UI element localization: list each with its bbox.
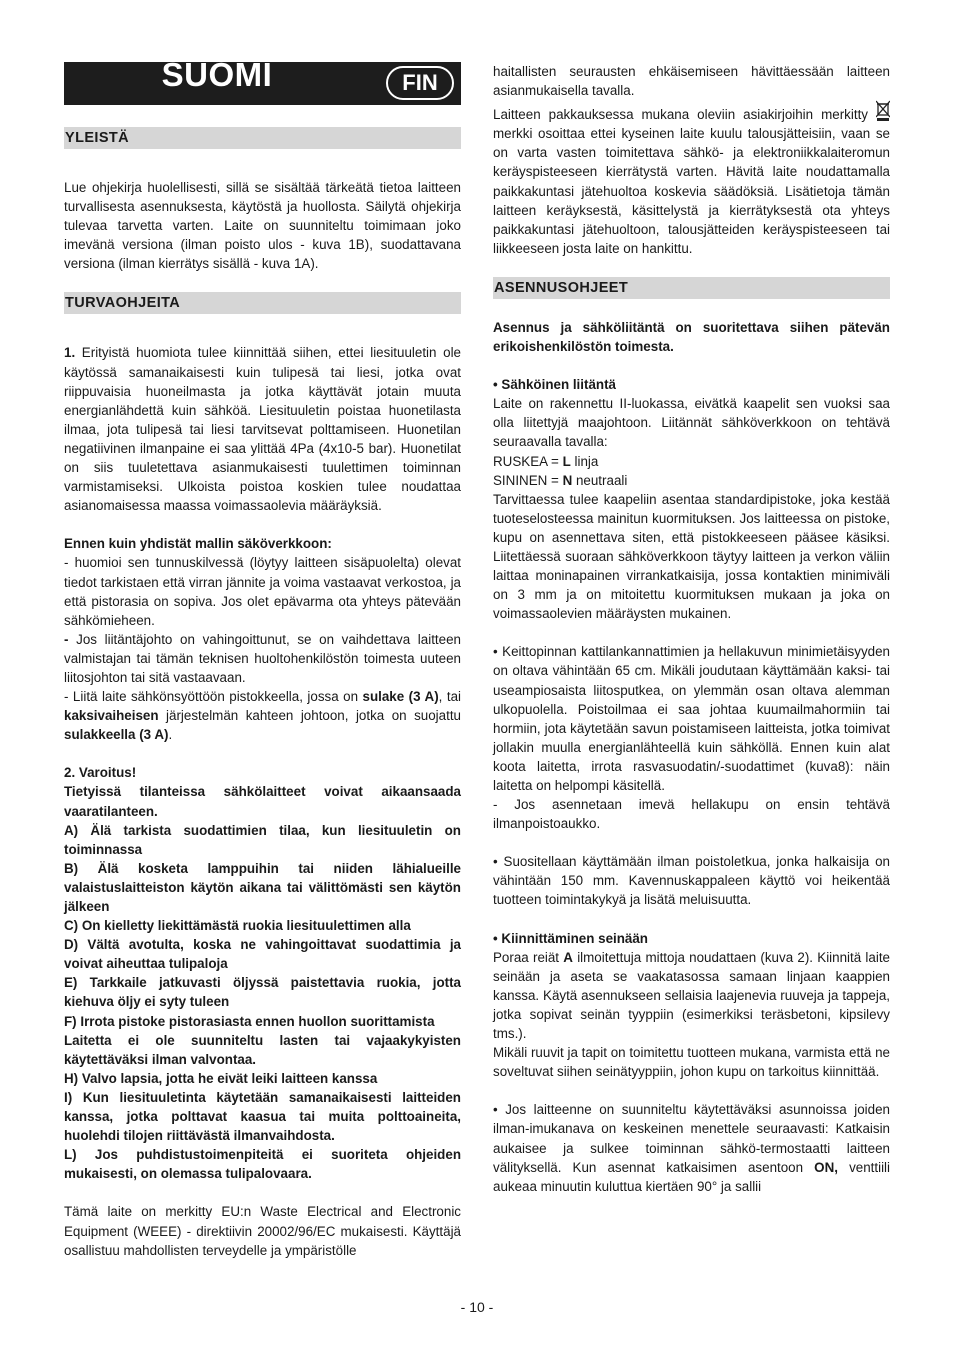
- weee-continued: haitallisten seurausten ehkäisemiseen hävittäessään laitteen asianmukaisella tavalla.: [493, 64, 890, 99]
- warning-line: F) Irrota pistoke pistorasiasta ennen huollon suorittamista: [64, 1013, 435, 1029]
- section-heading-general: YLEISTÄ: [64, 127, 461, 149]
- right-column: [493, 62, 890, 1196]
- left-column: [64, 56, 462, 1260]
- safety-text-1: Erityistä huomiota tulee kiinnittää siihen, ettei liesituuletin ole käytössä samanaikaisesti kuin tulipesä tai liesi, jotka ovat riippuvaisia huoneilmasta ja jotka käyttävät jotain muuta energianlähdettä kuin sähköä. Liesituuletin poistaa huonetilasta ilmaa, jota tulipesä tai liesi tarvitsevat polttamiseen. Huonetilan negatiivinen ilmanpaine ei saa ylittää 4Pa (4x10-5 bar). Huonetilat on siis tuuletettava asianmukaisesti tuulettimen toiminnan varmistamiseksi. Ulkoista poistoa koskien tulee noudattaa asianomaisessa maassa voimassaolevia määräyksiä.: [64, 345, 461, 514]
- warning-line: L) Jos puhdistustoimenpiteitä ei suoriteta ohjeiden mukaisesti, on olemassa tulipalovaara.: [64, 1147, 461, 1182]
- warning-line: I) Kun liesituuletinta käytetään samanaikaisesti laitteiden kanssa, jotka polttavat kaasua tai muita polttoaineita, huolehdi tilojen riittävästä ilmanvaihdosta.: [64, 1089, 461, 1144]
- warning-line: H) Valvo lapsia, jotta he eivät leiki laitteen kanssa: [64, 1070, 378, 1086]
- warning-line: D) Vältä avotulta, koska ne vahingoittavat suodattimia ja voivat aiheuttaa tulipaloja: [64, 937, 461, 972]
- section-heading-installation: ASENNUSOHJEET: [493, 277, 890, 299]
- before-connect-1: - huomioi sen tunnuskilvessä (löytyy laitteen sisäpuolelta) olevat tiedot tarkistaen että virran jännite ja voima vastaavat verkostoa, ja että pistorasia on sopiva. Jos olet epävarma ota yhteys pätevään sähkömieheen.: [64, 555, 461, 628]
- warning-line: Laitetta ei ole suunniteltu lasten tai vajaakykyisten käytettäväksi ilman valvontaa.: [64, 1032, 461, 1067]
- before-connect-heading: Ennen kuin yhdistät mallin säköverkkoon:: [64, 536, 332, 552]
- warning-line: E) Tarkkaile jatkuvasti öljyssä paistettavia ruokia, jotta kiehuva öljy ei syty tuleen: [64, 975, 461, 1010]
- wire-blue: SININEN = N neutraali: [493, 472, 628, 488]
- warning-line: Tietyissä tilanteissa sähkölaitteet voivat aikaansaada vaaratilanteen.: [64, 784, 461, 819]
- electrical-heading: • Sähköinen liitäntä: [493, 377, 616, 393]
- before-connect-3: - Liitä laite sähkönsyöttöön pistokkeella, jossa on sulake (3 A), tai kaksivaiheisen järjestelmän kahteen johtoon, jotka on suojattu sulakkeella (3 A).: [64, 689, 462, 743]
- electrical-text-1: Laite on rakennettu II-luokassa, eivätkä kaapelit sen vuoksi saa olla liitettyjä maajohtoon. Liitännät sähköverkkoon on tehtävä seuraavalla tavalla:: [493, 396, 890, 450]
- duct-text: • Suositellaan käyttämään ilman poistoletkua, jonka halkaisija on vähintään 150 mm. Kavennuskappaleen käyttö voi heikentää tuotteen toimintakykyä ja lisätä meluisuutta.: [493, 854, 890, 908]
- wire-brown: RUSKEA = L linja: [493, 453, 599, 469]
- warning-line: B) Älä kosketa lamppuihin tai niiden lähialueille valaistuslaitteiston käytön aikana tai välittömästi sen käytön jälkeen: [64, 860, 461, 914]
- title-bar: [64, 56, 461, 105]
- safety-paragraph-1: [64, 343, 461, 515]
- page-number: - 10 -: [460, 1299, 494, 1315]
- wall-text-1: Poraa reiät A ilmoitettuja mittoja noudattaen (kuva 2). Kiinnitä laite seinään ja aseta se vaakatasossa samaan linjaan kaappien kanssa. Käytä asennukseen sellaisia laajenevia ruuveja ja tappeja, jotka sopivat seinän tyyppiin (esimerkiksi teräsbetoni, kipsilevy tms.).: [493, 949, 890, 1042]
- warning-title: 2. Varoitus!: [64, 765, 137, 781]
- installation-lead: Asennus ja sähköliitäntä on suoritettava siihen pätevän erikoishenkilöstön toimesta.: [493, 319, 890, 355]
- valve-text: • Jos laitteenne on suunniteltu käytettäväksi asunnoissa joiden ilman-imukanava on keskeinen menettele seuraavasti: Katkaisin aukaisee ja sulkee toiminnan sähkö-termostaatti laitteen välityksellä. Kun asennat katkaisimen asentoon ON, venttiili aukeaa minuutin kuluttua kiertäen 90° ja sallii: [493, 1102, 890, 1194]
- before-connect-2: - Jos liitäntäjohto on vahingoittunut, se on vaihdettava laitteen valmistajan tai tämän teknisen huoltohenkilöstön toimesta uuteen liitosjohton tai sitä vastaavaan.: [64, 631, 461, 685]
- distance-text-2: - Jos asennetaan imevä hellakupu on ensin tehtävä ilmanpoistoaukko.: [493, 797, 890, 832]
- wall-text-2: Mikäli ruuvit ja tapit on toimitettu tuotteen mukana, varmista että ne soveltuvat siihen seinätyyppiin, johon kupu on tarkoitus kiinnittää.: [493, 1045, 890, 1080]
- distance-text: • Keittopinnan kattilankannattimien ja hellakuvun minimietäisyyden on oltava vähintään 65 cm. Mikäli joudutaan käyttämään kaksi- tai useampiosaista liitosputkea, on ylemmän osan oltava alemman ulkopuolella. Poistoilmaa ei saa johtaa kuumailmahormiin tai hormiin, jota käytetään savun poistamiseen laitteista, jotka toimivat jollakin muulla energianlähteellä kuin sähköllä. Ennen kuin alat koota laitetta, irrota rasvasuodatin/-suodattimet (kuva8): näin laitetta on helpompi käsitellä.: [493, 644, 890, 793]
- general-intro: Lue ohjekirja huolellisesti, sillä se sisältää tärkeätä tietoa laitteen turvallisesta asennuksesta, käytöstä ja huollosta. Säilytä ohjekirja tulevaa tarvetta varten. Laite on suunniteltu toimimaan joko imevänä versiona (ilman poisto ulos - kuva 1B), suodattavana versiona (ilman kierrätys sisällä - kuva 1A).: [64, 180, 461, 272]
- safety-number-1: 1.: [64, 345, 76, 361]
- language-badge: FIN: [386, 66, 454, 100]
- wall-heading: • Kiinnittäminen seinään: [493, 930, 648, 946]
- weee-symbol-paragraph: Laitteen pakkauksessa mukana oleviin asiakirjoihin merkitty merkki osoittaa ettei kyseinen laite kuulu talousjätteisiin, vaan se on varta vasten toimitettava sähkö- ja elektroniikkalaiteromun keräyspisteeseen kierrätystä varten. Hävitä laite noudattamalla paikkakuntasi jätehuoltoa koskevia säädöksiä. Lisätietoja tämän laitteen keräyksestä, käsittelystä ja kierrätyksestä ota yhteys paikkakuntasi jätehuoltoon, talousjätteiden keräyspisteeseen tai liikkeeseen josta laite on hankittu.: [493, 100, 890, 258]
- warning-line: A) Älä tarkista suodattimien tilaa, kun liesituuletin on toiminnassa: [64, 822, 461, 857]
- page-title: SUOMI: [161, 56, 273, 93]
- electrical-text-2: Tarvittaessa tulee kaapeliin asentaa standardipistoke, joka kestää tuoteselosteessa mainitun kuormituksen. Jos laitteessa on pistoke, kupu on asennettava siten, että pistokkeeseen pääsee käsiksi. Liitettäessä suoraan sähköverkkoon täytyy laitteen ja verkon väliin laittaa moninapainen virrankatkaisija, jossa kontaktien minimiväli on 3 mm ja on mitoitettu kuormituksen mukaan ja joka on voimassaolevien määräysten mukainen.: [493, 491, 890, 622]
- warning-line: C) On kielletty liekittämästä ruokia liesituulettimen alla: [64, 918, 411, 934]
- crossed-bin-icon: [876, 100, 890, 121]
- weee-paragraph: Tämä laite on merkitty EU:n Waste Electrical and Electronic Equipment (WEEE) - direktiivin 20002/96/EC mukaisesti. Käyttäjä osallistuu mahdollisten terveydelle ja ympäristölle: [64, 1204, 461, 1258]
- section-heading-safety: TURVAOHJEITA: [64, 292, 461, 314]
